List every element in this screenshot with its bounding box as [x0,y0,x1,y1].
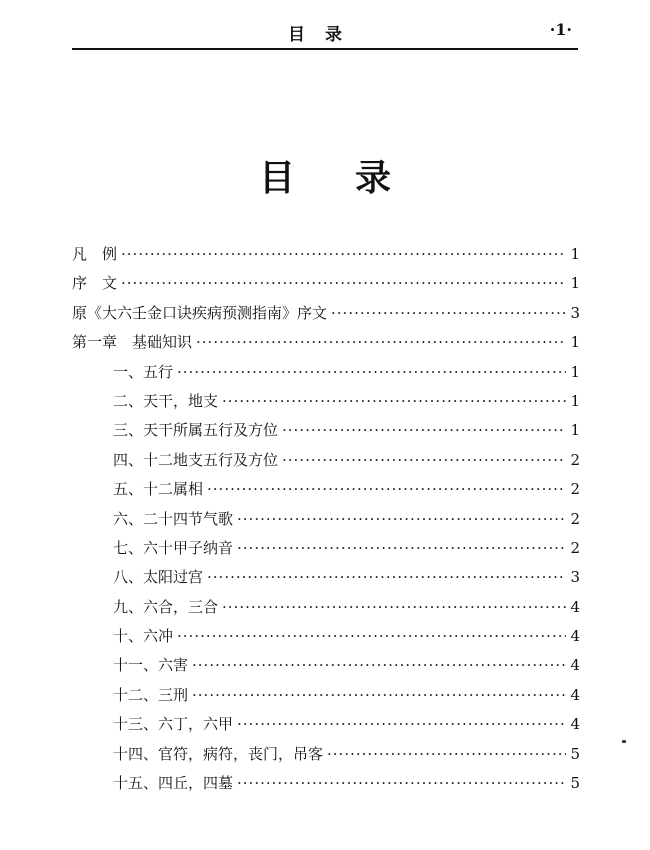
toc-leader-dots [222,598,566,616]
toc-leader-dots [222,392,566,410]
toc-entry-page-number: 2 [570,480,580,499]
toc-entry-label: 十、六冲 [113,627,174,646]
toc-entry-page-number: 2 [570,450,580,469]
toc-entry-label: 七、六十甲子纳音 [113,538,234,557]
toc-entry-label: 四、十二地支五行及方位 [113,450,279,469]
toc-entry[interactable] [72,537,580,566]
toc-entry-label: 十一、六害 [113,656,189,675]
toc-entry-page-number: 1 [570,333,580,352]
toc-entry[interactable] [72,302,580,331]
toc-entry-page-number: 1 [570,245,580,263]
table-of-contents [72,243,580,801]
toc-entry-label: 三、天干所属五行及方位 [113,421,279,440]
toc-leader-dots [177,627,566,645]
toc-entry-page-number: 5 [570,774,580,793]
toc-entry-page-number: 4 [570,597,580,616]
toc-leader-dots [121,274,566,292]
toc-leader-dots [282,451,566,469]
toc-entry[interactable] [72,654,580,683]
toc-entry[interactable] [72,478,580,507]
toc-entry-page-number: 1 [570,391,580,410]
toc-entry-label: 二、天干，地支 [113,391,219,410]
running-header [72,18,578,50]
toc-entry-label: 八、太阳过宫 [113,568,204,587]
toc-entry-page-number: 1 [570,362,580,381]
toc-leader-dots [282,421,566,439]
page-title: 目录 [258,157,451,199]
scan-speck [622,740,626,743]
toc-entry-label: 凡 例 [72,245,118,263]
running-header-page-number: ·1· [549,20,572,39]
toc-entry-label: 序 文 [72,274,118,293]
toc-entry[interactable] [72,272,580,301]
toc-entry-page-number: 1 [570,274,580,293]
toc-leader-dots [177,363,566,381]
toc-entry-page-number: 2 [570,538,580,557]
toc-entry[interactable] [72,361,580,390]
toc-leader-dots [327,745,566,763]
toc-entry-page-number: 1 [570,421,580,440]
toc-entry-label: 五、十二属相 [113,480,204,499]
toc-entry[interactable] [72,390,580,419]
toc-entry-label: 第一章 基础知识 [72,333,193,352]
toc-entry[interactable] [72,596,580,625]
toc-entry[interactable] [72,566,580,595]
toc-leader-dots [207,480,566,498]
toc-entry[interactable] [72,713,580,742]
toc-entry-page-number: 2 [570,509,580,528]
toc-entry-label: 十三、六丁，六甲 [113,715,234,734]
toc-entry-page-number: 4 [570,656,580,675]
toc-entry-label: 十二、三刑 [113,685,189,704]
toc-entry-label: 十四、官符，病符，丧门，吊客 [113,744,324,763]
toc-entry-page-number: 4 [570,715,580,734]
toc-leader-dots [121,245,566,263]
toc-entry-label: 原《大六壬金口诀疾病预测指南》序文 [72,303,328,322]
toc-entry-page-number: 4 [570,685,580,704]
toc-entry[interactable] [72,772,580,801]
toc-leader-dots [192,686,566,704]
toc-leader-dots [331,304,566,322]
toc-leader-dots [237,715,566,733]
running-header-title: 目录 [288,25,362,45]
toc-entry[interactable] [72,743,580,772]
toc-leader-dots [237,510,566,528]
toc-leader-dots [196,333,566,351]
toc-entry[interactable] [72,449,580,478]
toc-entry-page-number: 4 [570,627,580,646]
toc-entry-page-number: 3 [570,568,580,587]
toc-leader-dots [237,774,566,792]
toc-entry-label: 一、五行 [113,362,174,381]
toc-leader-dots [192,656,566,674]
toc-entry-label: 十五、四丘，四墓 [113,774,234,793]
toc-entry-page-number: 5 [570,744,580,763]
toc-leader-dots [237,539,566,557]
toc-entry-label: 九、六合，三合 [113,597,219,616]
toc-entry[interactable] [72,508,580,537]
toc-entry[interactable] [72,331,580,360]
toc-leader-dots [207,568,566,586]
toc-entry[interactable] [72,625,580,654]
toc-entry[interactable] [72,684,580,713]
toc-entry-page-number: 3 [570,303,580,322]
toc-entry-label: 六、二十四节气歌 [113,509,234,528]
toc-entry[interactable] [72,419,580,448]
toc-entry[interactable] [72,243,580,272]
